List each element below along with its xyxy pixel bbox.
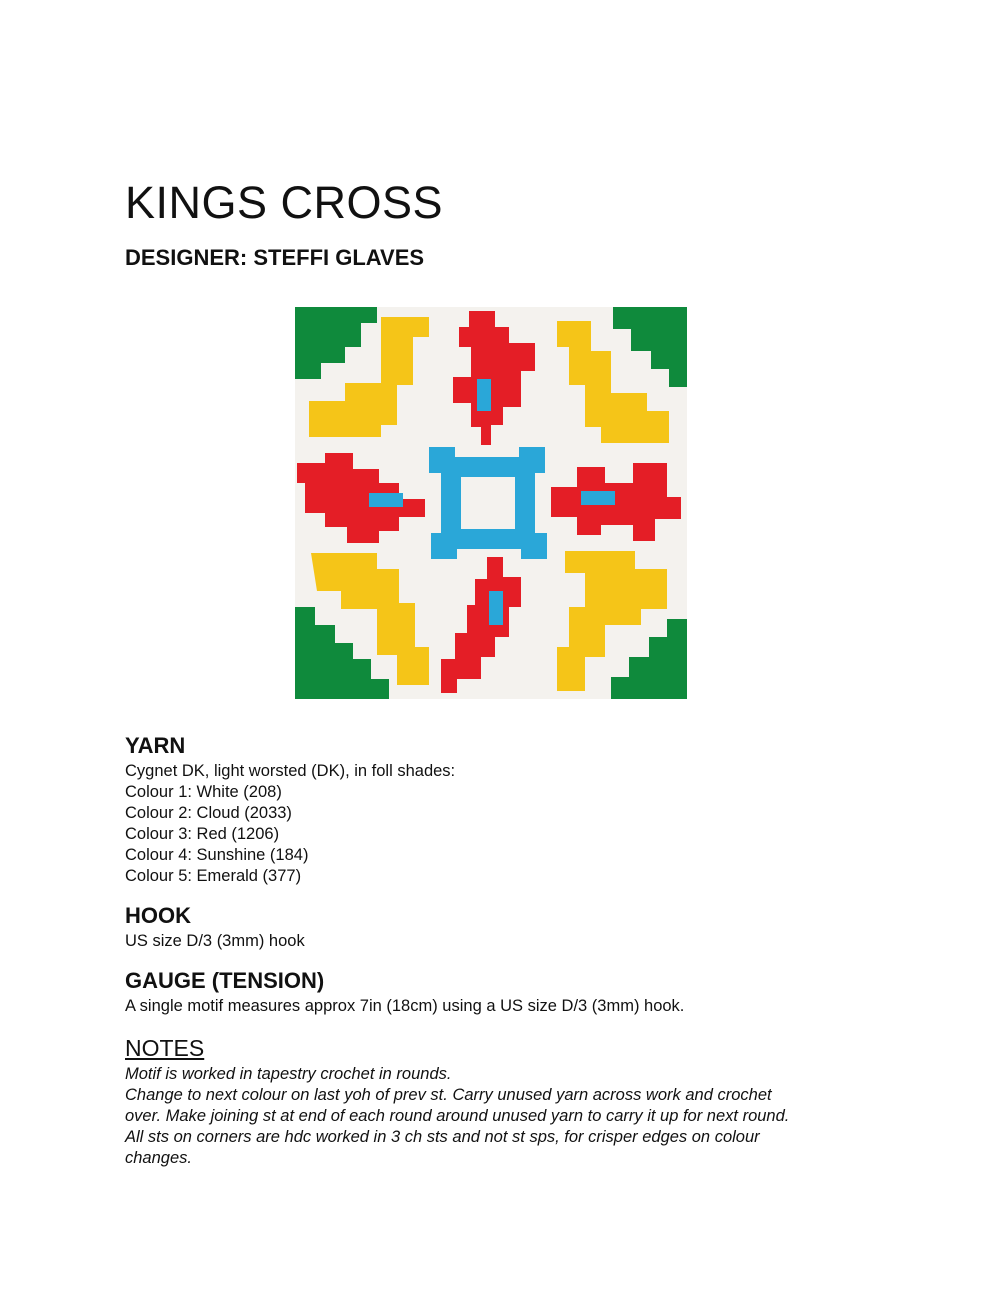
yarn-section bbox=[125, 733, 885, 887]
crochet-square-illustration bbox=[295, 307, 687, 699]
page-title: KINGS CROSS bbox=[125, 177, 444, 228]
hook-section bbox=[125, 903, 885, 952]
notes-heading: NOTES bbox=[125, 1035, 205, 1061]
yarn-heading: YARN bbox=[125, 733, 186, 758]
notes-line: over. Make joining st at end of each round around unused yarn to carry it up for next round. bbox=[125, 1107, 790, 1126]
gauge-section bbox=[125, 968, 885, 1017]
blue-bottom-accent bbox=[489, 591, 503, 625]
yarn-line: Colour 3: Red (1206) bbox=[125, 825, 280, 844]
blue-top-accent bbox=[477, 379, 491, 411]
hook-heading: HOOK bbox=[125, 903, 191, 928]
notes-line: Change to next colour on last yoh of prev st. Carry unused yarn across work and crochet bbox=[125, 1086, 772, 1105]
blue-left-accent bbox=[369, 493, 403, 507]
white-centre bbox=[461, 477, 515, 529]
yarn-line: Colour 2: Cloud (2033) bbox=[125, 804, 292, 823]
notes-section bbox=[125, 1035, 885, 1169]
gauge-heading: GAUGE (TENSION) bbox=[125, 968, 325, 993]
motif-image bbox=[295, 307, 687, 699]
notes-line: changes. bbox=[125, 1149, 192, 1168]
yarn-line: Colour 5: Emerald (377) bbox=[125, 867, 302, 886]
yarn-line: Colour 1: White (208) bbox=[125, 783, 282, 802]
yarn-line: Cygnet DK, light worsted (DK), in foll shades: bbox=[125, 762, 456, 781]
designer-credit: DESIGNER: STEFFI GLAVES bbox=[125, 245, 425, 270]
yarn-line: Colour 4: Sunshine (184) bbox=[125, 846, 309, 865]
blue-right-accent bbox=[581, 491, 615, 505]
gauge-text: A single motif measures approx 7in (18cm) using a US size D/3 (3mm) hook. bbox=[125, 997, 685, 1016]
hook-text: US size D/3 (3mm) hook bbox=[125, 932, 305, 951]
notes-line: All sts on corners are hdc worked in 3 ch sts and not st sps, for crisper edges on colour bbox=[125, 1128, 760, 1147]
notes-line: Motif is worked in tapestry crochet in rounds. bbox=[125, 1065, 452, 1084]
